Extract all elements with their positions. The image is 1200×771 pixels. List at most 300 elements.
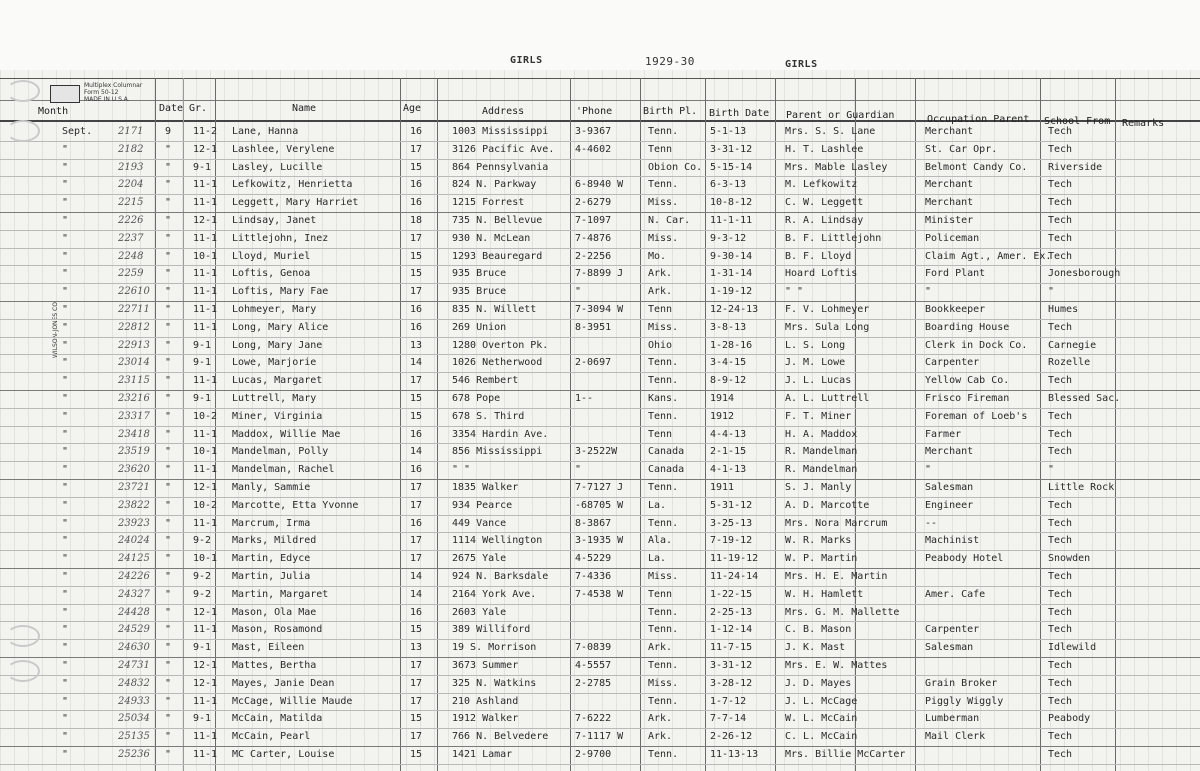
row-phone: 7-4538 W	[575, 588, 624, 600]
row-school: Little Rock	[1048, 482, 1115, 493]
row-occupation: Policeman	[925, 232, 980, 244]
row-month: "	[62, 482, 69, 493]
row-birth-date: 7-7-14	[710, 713, 747, 725]
row-parent: Mrs. E. W. Mattes	[785, 660, 888, 671]
row-name: Manly, Sammie	[232, 482, 311, 493]
row-number: 2215	[118, 197, 144, 209]
row-parent: R. Mandelman	[785, 464, 858, 476]
row-number: 2248	[118, 250, 144, 262]
row-number: 23216	[118, 393, 150, 404]
row-parent: Mrs. S. S. Lane	[785, 126, 876, 137]
row-school: Tech	[1048, 250, 1073, 262]
row-number: 23519	[118, 446, 150, 458]
row-grade: 12-1	[193, 482, 218, 493]
row-age: 14	[410, 571, 423, 582]
row-month: "	[62, 571, 69, 582]
row-school: Tech	[1048, 606, 1073, 618]
row-birth-date: 11-24-14	[710, 571, 759, 582]
form-logo-line1: Multiplex Columnar	[84, 82, 143, 89]
row-age: 16	[410, 126, 423, 137]
row-number: 24327	[118, 588, 150, 600]
row-month: "	[62, 535, 69, 547]
row-number: 2237	[118, 232, 144, 244]
row-parent: Mrs. H. E. Martin	[785, 571, 888, 582]
row-number: 24630	[118, 642, 150, 654]
row-month: "	[62, 624, 69, 636]
header-girls-left: GIRLS	[510, 55, 543, 66]
row-name: Lashlee, Verylene	[232, 143, 335, 155]
table-row	[0, 301, 1200, 319]
row-month: "	[62, 410, 69, 422]
row-address: 1835 Walker	[452, 482, 519, 493]
row-phone: 7-1097	[575, 215, 612, 226]
row-date: "	[165, 410, 172, 422]
row-occupation: Carpenter	[925, 624, 980, 636]
header-top-rule	[0, 78, 1200, 79]
row-date: "	[165, 535, 172, 547]
row-parent: R. Mandelman	[785, 446, 858, 458]
row-date: "	[165, 482, 172, 493]
row-occupation: "	[925, 464, 932, 476]
row-birth-place: Tenn	[648, 304, 673, 315]
row-number: 2204	[118, 179, 144, 191]
row-age: 17	[410, 375, 423, 387]
row-number: 25135	[118, 731, 150, 743]
row-number: 24731	[118, 660, 150, 671]
row-name: Lloyd, Muriel	[232, 250, 311, 262]
row-age: 17	[410, 482, 423, 493]
row-grade: 10-1	[193, 250, 218, 262]
row-birth-place: Ark.	[648, 731, 673, 743]
col-header-date: Date	[159, 103, 184, 114]
row-parent: Mrs. Billie McCarter	[785, 749, 906, 760]
row-grade: 12-1	[193, 143, 218, 155]
binder-hole-icon	[6, 660, 40, 682]
row-parent: Mrs. G. M. Mallette	[785, 606, 900, 618]
row-date: "	[165, 749, 172, 760]
row-month: "	[62, 232, 69, 244]
row-number: 23923	[118, 517, 150, 529]
row-age: 16	[410, 517, 423, 529]
row-name: Loftis, Mary Fae	[232, 286, 329, 298]
table-row	[0, 248, 1200, 266]
row-grade: 11-1	[193, 624, 218, 636]
row-date: "	[165, 464, 172, 476]
row-month: "	[62, 553, 69, 565]
row-date: "	[165, 677, 172, 689]
row-birth-date: 1-12-14	[710, 624, 753, 636]
row-grade: 9-1	[193, 713, 212, 725]
row-name: Leggett, Mary Harriet	[232, 197, 359, 209]
row-parent: W. L. McCain	[785, 713, 858, 725]
row-number: 22610	[118, 286, 150, 298]
table-row	[0, 693, 1200, 711]
row-address: 1003 Mississippi	[452, 126, 549, 137]
row-birth-date: 1-22-15	[710, 588, 753, 600]
row-grade: 11-1	[193, 517, 218, 529]
row-school: Carnegie	[1048, 339, 1097, 351]
row-birth-place: La.	[648, 499, 667, 511]
row-parent: W. P. Martin	[785, 553, 858, 565]
row-school: Tech	[1048, 428, 1073, 440]
row-phone: 7-3094 W	[575, 304, 624, 315]
row-occupation: Piggly Wiggly	[925, 695, 1004, 707]
header-girls-right: GIRLS	[785, 59, 818, 70]
row-address: 3354 Hardin Ave.	[452, 428, 549, 440]
row-date: "	[165, 606, 172, 618]
row-phone: 7-1117 W	[575, 731, 624, 743]
row-school: Snowden	[1048, 553, 1091, 565]
row-age: 17	[410, 143, 423, 155]
row-address: 930 N. McLean	[452, 232, 531, 244]
row-date: "	[165, 624, 172, 636]
col-header-occupation: Occupation Parent	[927, 114, 1030, 125]
row-school: Tech	[1048, 731, 1073, 743]
row-parent: Mrs. Mable Lasley	[785, 161, 888, 173]
row-date: "	[165, 428, 172, 440]
table-row	[0, 621, 1200, 639]
row-age: 14	[410, 357, 423, 369]
row-occupation: Engineer	[925, 499, 974, 511]
row-birth-place: Tenn.	[648, 517, 679, 529]
col-header-grade: Gr.	[189, 103, 208, 114]
table-row	[0, 550, 1200, 568]
row-address: 1421 Lamar	[452, 749, 513, 760]
row-number: 23317	[118, 410, 150, 422]
row-number: 24933	[118, 695, 150, 707]
row-name: Miner, Virginia	[232, 410, 323, 422]
row-number: 24226	[118, 571, 150, 582]
table-row	[0, 639, 1200, 657]
table-row	[0, 515, 1200, 533]
row-month: "	[62, 517, 69, 529]
form-logo-line3: MADE IN U.S.A.	[84, 96, 130, 103]
row-number: 2226	[118, 215, 144, 226]
row-grade: 11-1	[193, 304, 218, 315]
row-parent: C. B. Mason	[785, 624, 852, 636]
row-grade: 10-1	[193, 553, 218, 565]
row-address: 2675 Yale	[452, 553, 507, 565]
table-row	[0, 265, 1200, 283]
row-name: MC Carter, Louise	[232, 749, 335, 760]
col-header-school: School From	[1044, 116, 1111, 127]
row-date: "	[165, 375, 172, 387]
row-month: "	[62, 268, 69, 280]
row-birth-place: Tenn.	[648, 606, 679, 618]
row-birth-place: Ark.	[648, 286, 673, 298]
header-mid-rule	[0, 100, 1200, 101]
row-school: Rozelle	[1048, 357, 1091, 369]
row-name: Long, Mary Jane	[232, 339, 323, 351]
row-phone: 4-5229	[575, 553, 612, 565]
row-age: 17	[410, 695, 423, 707]
row-birth-place: Tenn.	[648, 375, 679, 387]
row-age: 17	[410, 553, 423, 565]
row-age: 13	[410, 642, 423, 654]
row-address: 1280 Overton Pk.	[452, 339, 549, 351]
row-parent: F. V. Lohmeyer	[785, 304, 870, 315]
row-number: 24832	[118, 677, 150, 689]
row-birth-place: Miss.	[648, 321, 679, 333]
row-name: Luttrell, Mary	[232, 393, 317, 404]
row-birth-place: Miss.	[648, 232, 679, 244]
row-month: "	[62, 357, 69, 369]
row-birth-place: Ark.	[648, 713, 673, 725]
row-month: "	[62, 375, 69, 387]
table-row	[0, 497, 1200, 515]
row-birth-date: 5-31-12	[710, 499, 753, 511]
row-date: "	[165, 179, 172, 191]
row-address: 835 N. Willett	[452, 304, 537, 315]
col-header-age: Age	[403, 103, 422, 114]
row-school: Tech	[1048, 571, 1073, 582]
col-header-address: Address	[482, 106, 525, 117]
row-birth-date: 5-15-14	[710, 161, 753, 173]
row-occupation: Merchant	[925, 446, 974, 458]
row-grade: 9-2	[193, 588, 212, 600]
row-address: 325 N. Watkins	[452, 677, 537, 689]
row-birth-place: Miss.	[648, 571, 679, 582]
row-name: Marks, Mildred	[232, 535, 317, 547]
row-phone: 3-2522W	[575, 446, 618, 458]
table-row	[0, 479, 1200, 497]
row-date: "	[165, 339, 172, 351]
row-birth-place: Tenn.	[648, 357, 679, 369]
row-address: 389 Williford	[452, 624, 531, 636]
row-parent: Mrs. Sula Long	[785, 321, 870, 333]
row-occupation: Salesman	[925, 482, 974, 493]
row-birth-date: 2-1-15	[710, 446, 747, 458]
col-header-name: Name	[292, 103, 317, 114]
row-occupation: Frisco Fireman	[925, 393, 1010, 404]
row-number: 23115	[118, 375, 150, 387]
table-row	[0, 194, 1200, 212]
row-age: 17	[410, 232, 423, 244]
row-birth-date: 1914	[710, 393, 735, 404]
row-school: Tech	[1048, 517, 1073, 529]
row-address: 856 Mississippi	[452, 446, 543, 458]
row-birth-date: 4-4-13	[710, 428, 747, 440]
row-age: 15	[410, 161, 423, 173]
row-birth-place: Tenn.	[648, 660, 679, 671]
row-school: Tech	[1048, 446, 1073, 458]
row-name: Long, Mary Alice	[232, 321, 329, 333]
table-row	[0, 408, 1200, 426]
row-school: Tech	[1048, 535, 1073, 547]
row-birth-date: 1912	[710, 410, 735, 422]
row-month: "	[62, 464, 69, 476]
row-parent: H. A. Maddox	[785, 428, 858, 440]
row-birth-date: 3-31-12	[710, 143, 753, 155]
form-logo-line2: Form 50-12	[84, 89, 119, 96]
row-age: 17	[410, 660, 423, 671]
row-date: "	[165, 268, 172, 280]
row-birth-date: 6-3-13	[710, 179, 747, 191]
table-row	[0, 461, 1200, 479]
row-month: "	[62, 606, 69, 618]
table-row	[0, 532, 1200, 550]
row-birth-date: 11-7-15	[710, 642, 753, 654]
row-phone: 6-8940 W	[575, 179, 624, 191]
row-date: "	[165, 695, 172, 707]
row-number: 23620	[118, 464, 150, 476]
row-date: "	[165, 393, 172, 404]
row-parent: B. F. Littlejohn	[785, 232, 882, 244]
row-name: Mason, Rosamond	[232, 624, 323, 636]
row-school: Tech	[1048, 179, 1073, 191]
row-grade: 11-1	[193, 197, 218, 209]
table-row	[0, 212, 1200, 230]
row-number: 23721	[118, 482, 150, 493]
row-phone: 7-6222	[575, 713, 612, 725]
row-parent: J. L. Lucas	[785, 375, 852, 387]
row-grade: 11-1	[193, 695, 218, 707]
row-name: Martin, Edyce	[232, 553, 311, 565]
row-school: Tech	[1048, 410, 1073, 422]
row-birth-date: 5-1-13	[710, 126, 747, 137]
row-number: 22913	[118, 339, 150, 351]
row-address: " "	[452, 464, 471, 476]
table-row	[0, 159, 1200, 177]
row-name: Mandelman, Polly	[232, 446, 329, 458]
row-birth-place: Obion Co.	[648, 161, 703, 173]
row-address: 678 S. Third	[452, 410, 525, 422]
row-grade: 10-1	[193, 446, 218, 458]
row-occupation: Belmont Candy Co.	[925, 161, 1028, 173]
row-name: McCage, Willie Maude	[232, 695, 353, 707]
row-grade: 11-1	[193, 232, 218, 244]
row-phone: 3-1935 W	[575, 535, 624, 547]
table-row	[0, 586, 1200, 604]
row-address: 1912 Walker	[452, 713, 519, 725]
form-logo-icon	[50, 85, 80, 103]
row-birth-place: La.	[648, 553, 667, 565]
row-month: "	[62, 393, 69, 404]
row-grade: 11-1	[193, 268, 218, 280]
row-date: "	[165, 161, 172, 173]
row-birth-place: Mo.	[648, 250, 667, 262]
row-month: "	[62, 339, 69, 351]
row-number: 22711	[118, 304, 150, 315]
row-date: "	[165, 304, 172, 315]
row-occupation: Boarding House	[925, 321, 1010, 333]
table-row	[0, 657, 1200, 675]
row-address: 864 Pennsylvania	[452, 161, 549, 173]
row-name: Lefkowitz, Henrietta	[232, 179, 353, 191]
row-age: 16	[410, 321, 423, 333]
row-name: McCain, Matilda	[232, 713, 323, 725]
table-row	[0, 675, 1200, 693]
form-logo-text	[84, 82, 142, 103]
row-grade: 11-1	[193, 286, 218, 298]
row-birth-place: Ohio	[648, 339, 673, 351]
row-birth-date: 11-19-12	[710, 553, 759, 565]
row-number: 23822	[118, 499, 150, 511]
row-occupation: Salesman	[925, 642, 974, 654]
row-grade: 9-1	[193, 161, 212, 173]
row-number: 24024	[118, 535, 150, 547]
row-grade: 9-1	[193, 357, 212, 369]
row-school: Idlewild	[1048, 642, 1097, 654]
row-date: "	[165, 232, 172, 244]
row-occupation: Mail Clerk	[925, 731, 986, 743]
row-birth-place: Tenn.	[648, 624, 679, 636]
row-address: 449 Vance	[452, 517, 507, 529]
row-date: "	[165, 499, 172, 511]
row-school: "	[1048, 464, 1055, 476]
row-age: 17	[410, 499, 423, 511]
row-occupation: Foreman of Loeb's	[925, 410, 1028, 422]
row-month: Sept.	[62, 126, 93, 137]
row-age: 17	[410, 286, 423, 298]
row-school: Tech	[1048, 143, 1073, 155]
row-number: 24125	[118, 553, 150, 565]
row-name: Marcotte, Etta Yvonne	[232, 499, 359, 511]
row-month: "	[62, 250, 69, 262]
row-phone: -68705 W	[575, 499, 624, 511]
table-row	[0, 141, 1200, 159]
row-birth-date: 8-9-12	[710, 375, 747, 387]
row-grade: 9-2	[193, 535, 212, 547]
row-occupation: Yellow Cab Co.	[925, 375, 1010, 387]
row-school: Tech	[1048, 749, 1073, 760]
row-date: "	[165, 731, 172, 743]
row-birth-place: Miss.	[648, 677, 679, 689]
row-date: "	[165, 642, 172, 654]
row-occupation: Bookkeeper	[925, 304, 986, 315]
table-row	[0, 746, 1200, 764]
row-date: "	[165, 286, 172, 298]
row-school: Tech	[1048, 588, 1073, 600]
row-address: 824 N. Parkway	[452, 179, 537, 191]
row-occupation: Grain Broker	[925, 677, 998, 689]
table-row	[0, 728, 1200, 746]
row-phone: "	[575, 286, 582, 298]
table-row	[0, 354, 1200, 372]
row-name: Lindsay, Janet	[232, 215, 317, 226]
row-age: 16	[410, 606, 423, 618]
row-phone: "	[575, 464, 582, 476]
row-date: "	[165, 553, 172, 565]
table-row	[0, 372, 1200, 390]
table-row	[0, 604, 1200, 622]
row-birth-place: Tenn.	[648, 695, 679, 707]
row-occupation: St. Car Opr.	[925, 143, 998, 155]
row-month: "	[62, 428, 69, 440]
binder-hole-icon	[6, 625, 40, 647]
row-birth-date: 3-4-15	[710, 357, 747, 369]
row-birth-date: 7-19-12	[710, 535, 753, 547]
row-parent: M. Lefkowitz	[785, 179, 858, 191]
row-occupation: Merchant	[925, 126, 974, 137]
row-school: Riverside	[1048, 161, 1103, 173]
row-address: 1215 Forrest	[452, 197, 525, 209]
row-month: "	[62, 588, 69, 600]
row-birth-place: Tenn	[648, 428, 673, 440]
row-birth-date: 1911	[710, 482, 735, 493]
row-phone: 7-4336	[575, 571, 612, 582]
row-grade: 11-2	[193, 126, 218, 137]
row-date: "	[165, 588, 172, 600]
row-age: 15	[410, 713, 423, 725]
row-address: 935 Bruce	[452, 286, 507, 298]
row-grade: 11-1	[193, 464, 218, 476]
row-birth-place: Ala.	[648, 535, 673, 547]
row-month: "	[62, 215, 69, 226]
row-birth-date: 3-28-12	[710, 677, 753, 689]
row-birth-place: Ark.	[648, 642, 673, 654]
row-school: Tech	[1048, 677, 1073, 689]
